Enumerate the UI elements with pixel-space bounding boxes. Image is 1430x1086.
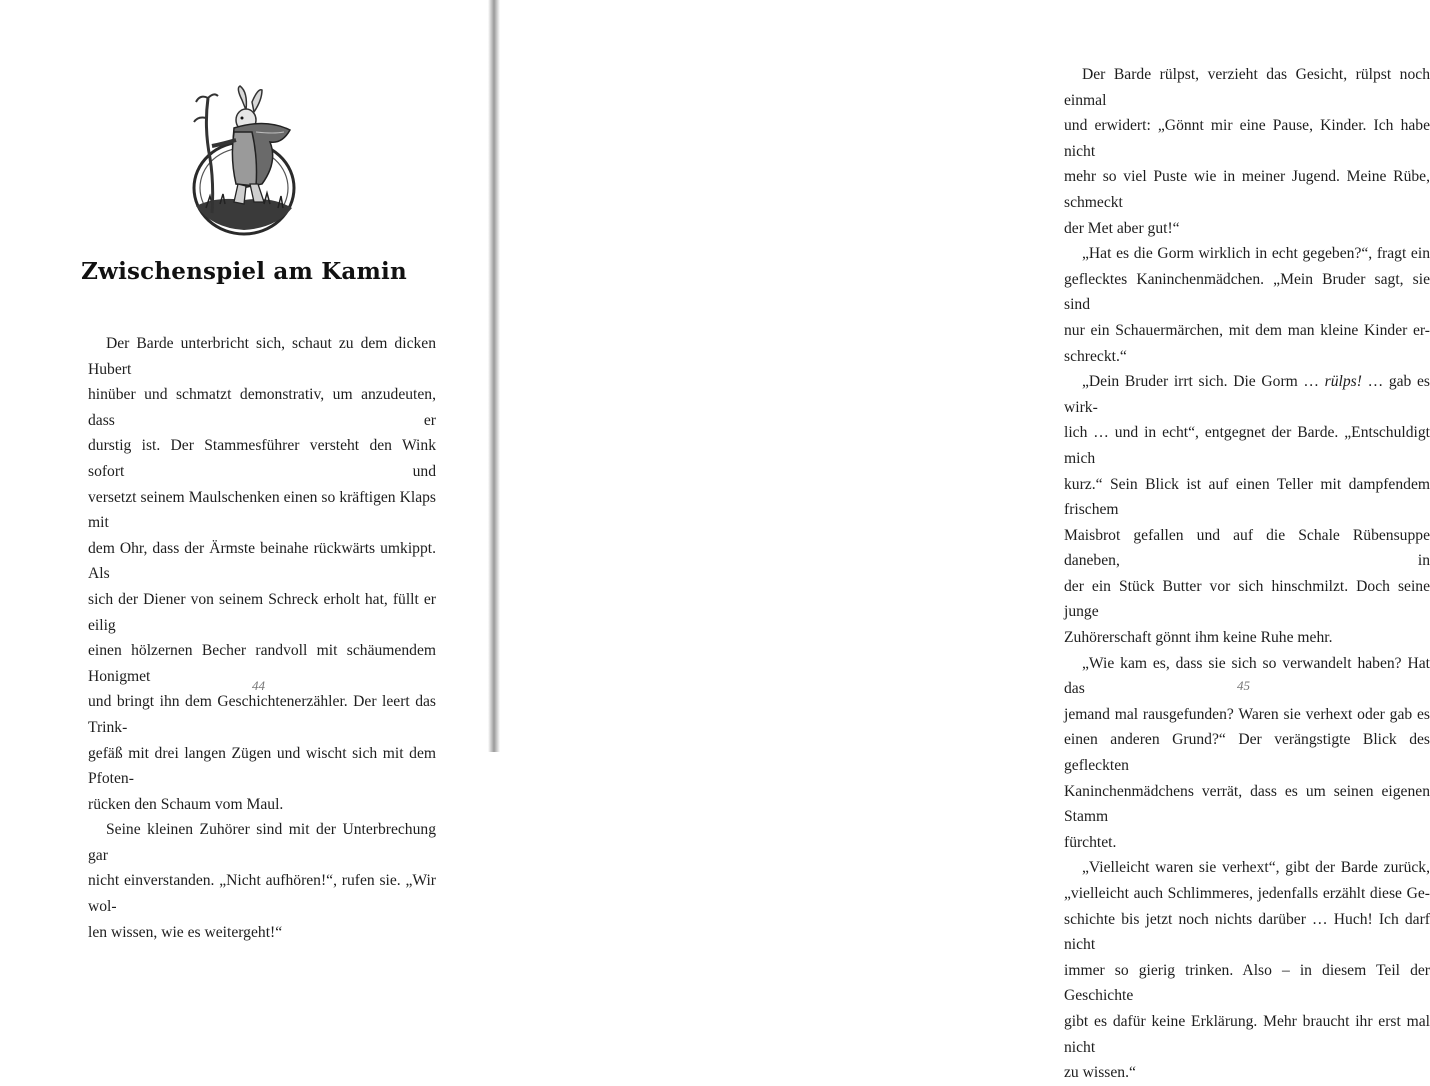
text-line (1064, 369, 1430, 420)
text-fragment: „Dein Bruder irrt sich. Die Gorm … (1082, 373, 1325, 391)
text-line: mehr so viel Puste wie in meiner Jugend. Meine Rübe, schmeckt (1064, 168, 1430, 211)
text-line: „Vielleicht waren sie verhext“, gibt der Barde zurück, (1082, 859, 1430, 877)
book-gutter (488, 0, 500, 752)
text-line: gibt es dafür keine Erklärung. Mehr braucht ihr erst mal nicht (1064, 1012, 1430, 1056)
text-line: rücken den Schaum vom Maul. (88, 795, 284, 813)
text-line: hinüber und schmatzt demonstrativ, um anzudeuten, dass er (88, 386, 436, 429)
text-line: lich … und in echt“, entgegnet der Barde. „Entschuldigt mich (1064, 424, 1430, 467)
right-body-text (1064, 62, 1430, 1086)
text-line: kurz.“ Sein Blick ist auf einen Teller mit dampfendem frischem (1064, 475, 1430, 519)
text-line: einen hölzernen Becher randvoll mit schäumendem Honigmet (88, 642, 436, 685)
text-line: schichte bis jetzt noch nichts darüber … Huch! Ich darf nicht (1064, 910, 1430, 954)
text-line: sich der Diener von seinem Schreck erholt hat, füllt er eilig (88, 590, 436, 634)
text-line: dem Ohr, dass der Ärmste beinahe rückwärts umkippt. Als (88, 539, 436, 583)
text-line: Der Barde rülpst, verzieht das Gesicht, rülpst noch einmal (1064, 66, 1430, 109)
text-line: len wissen, wie es weitergeht!“ (88, 923, 283, 941)
text-line: „Wie kam es, dass sie sich so verwandelt haben? Hat das (1064, 654, 1430, 698)
text-line: Zuhörerschaft gönnt ihm keine Ruhe mehr. (1064, 629, 1333, 647)
emphasis-text: rülps! (1324, 373, 1362, 391)
text-line: „Hat es die Gorm wirklich in echt gegeben?“, fragt ein (1082, 245, 1430, 263)
chapter-title: Zwischenspiel am Kamin (81, 258, 407, 285)
right-page (500, 0, 1430, 1082)
left-body-text (88, 331, 436, 945)
rabbit-bard-vignette-icon (186, 88, 302, 240)
text-line: gefäß mit drei langen Zügen und wischt sich mit dem Pfoten- (88, 744, 436, 788)
text-line: fürchtet. (1064, 833, 1117, 851)
text-line: und erwidert: „Gönnt mir eine Pause, Kinder. Ich habe nicht (1064, 117, 1430, 160)
text-line: zu wissen.“ (1064, 1064, 1136, 1082)
text-line: Seine kleinen Zuhörer sind mit der Unterbrechung gar (88, 821, 436, 864)
text-line: schreckt.“ (1064, 347, 1127, 365)
text-line: nicht einverstanden. „Nicht aufhören!“, rufen sie. „Wir wol- (88, 872, 436, 916)
text-line: und bringt ihn dem Geschichtenerzähler. Der leert das Trink- (88, 693, 436, 736)
text-line: immer so gierig trinken. Also – in diesem Teil der Geschichte (1064, 961, 1430, 1005)
text-line: Der Barde unterbricht sich, schaut zu dem dicken Hubert (88, 335, 436, 378)
text-line: Kaninchenmädchens verrät, dass es um seinen eigenen Stamm (1064, 782, 1430, 826)
text-line: einen anderen Grund?“ Der verängstigte Blick des gefleckten (1064, 731, 1430, 775)
left-page (0, 0, 488, 941)
text-line: durstig ist. Der Stammesführer versteht den Wink sofort und (88, 437, 436, 480)
page-number: 44 (252, 678, 265, 693)
text-fragment: … gab es wirk- (1064, 373, 1430, 416)
text-line: jemand mal rausgefunden? Waren sie verhext oder gab es (1064, 705, 1430, 723)
text-line: „vielleicht auch Schlimmeres, jedenfalls erzählt diese Ge- (1064, 885, 1430, 902)
text-line: versetzt seinem Maulschenken einen so kräftigen Klaps mit (88, 488, 436, 532)
text-line: geflecktes Kaninchenmädchen. „Mein Bruder sagt, sie sind (1064, 270, 1430, 314)
text-line: der Met aber gut!“ (1064, 219, 1180, 237)
text-line: nur ein Schauermärchen, mit dem man kleine Kinder er- (1064, 321, 1430, 339)
text-line: Maisbrot gefallen und auf die Schale Rübensuppe daneben, in (1064, 526, 1430, 570)
page-number: 45 (1237, 678, 1250, 693)
text-line: der ein Stück Butter vor sich hinschmilzt. Doch seine junge (1064, 577, 1430, 621)
